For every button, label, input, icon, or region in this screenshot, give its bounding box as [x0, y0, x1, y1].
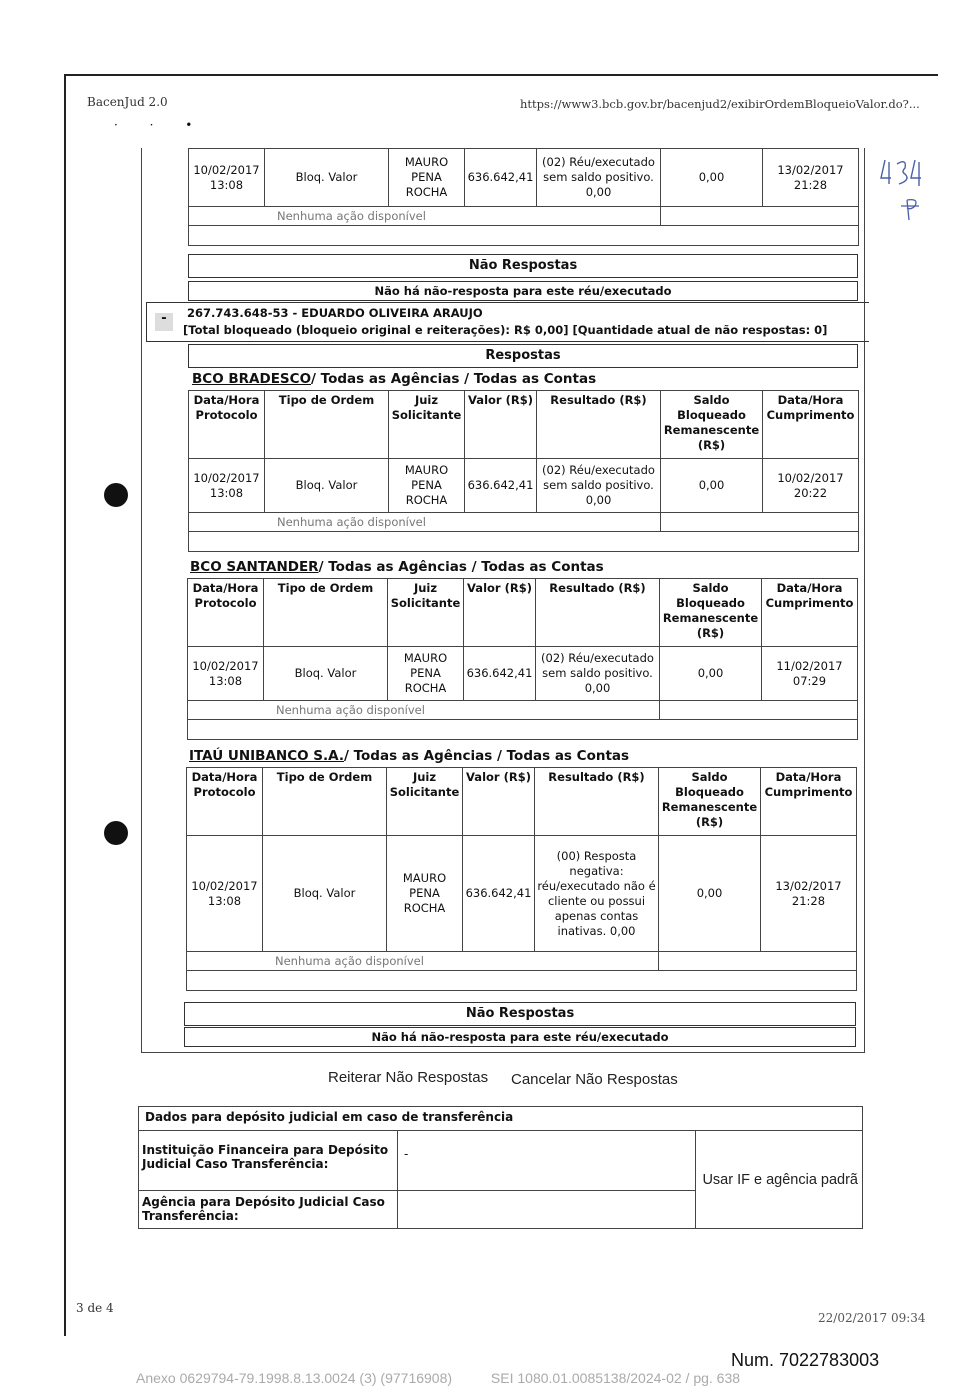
cell-valor: 636.642,41: [463, 836, 535, 952]
deposito-panel: [138, 1106, 863, 1229]
col-cumprimento: Data/Hora Cumprimento: [763, 391, 859, 459]
default-if-cell: [696, 1131, 863, 1229]
no-action-text: Nenhuma ação disponível: [189, 513, 661, 532]
cell-cumprimento: 11/02/2017 07:29: [762, 647, 858, 701]
inst-select[interactable]: -: [398, 1131, 696, 1191]
col-cumprimento: Data/Hora Cumprimento: [761, 768, 857, 836]
cell-tipo: Bloq. Valor: [264, 647, 388, 701]
punch-hole: [104, 483, 128, 507]
col-saldo: Saldo Bloqueado Remanescente (R$): [660, 579, 762, 647]
person-name: 267.743.648-53 - EDUARDO OLIVEIRA ARAUJO: [187, 306, 483, 320]
page-count: 3 de 4: [76, 1301, 114, 1315]
col-tipo: Tipo de Ordem: [263, 768, 387, 836]
cell-juiz: MAURO PENA ROCHA: [389, 149, 465, 207]
col-tipo: Tipo de Ordem: [265, 391, 389, 459]
col-valor: Valor (R$): [464, 579, 536, 647]
document-stamp: Anexo 0629794-79.1998.8.13.0024 (3) (97716908) SEI 1080.01.0085138/2024-02 / pg. 638: [136, 1370, 741, 1386]
santander-table: [187, 578, 858, 740]
cell-resultado: (02) Réu/executado sem saldo positivo. 0,00: [536, 647, 660, 701]
scan-specks: · · •: [114, 118, 207, 132]
cell-cumprimento: 10/02/2017 20:22: [763, 459, 859, 513]
cell-tipo: Bloq. Valor: [263, 836, 387, 952]
bank-title-itau: ITAÚ UNIBANCO S.A./ Todas as Agências / Todas as Contas: [189, 748, 630, 764]
cell-juiz: MAURO PENA ROCHA: [387, 836, 463, 952]
respostas-header: Respostas: [188, 344, 858, 368]
cell-juiz: MAURO PENA ROCHA: [388, 647, 464, 701]
col-resultado: Resultado (R$): [537, 391, 661, 459]
col-cumprimento: Data/Hora Cumprimento: [762, 579, 858, 647]
person-summary: [Total bloqueado (bloqueio original e reiterações): R$ 0,00] [Quantidade atual de não respostas: 0]: [183, 323, 828, 337]
itau-table: [186, 767, 857, 991]
col-protocolo: Data/Hora Protocolo: [188, 579, 264, 647]
cell-resultado: (02) Réu/executado sem saldo positivo. 0,00: [537, 149, 661, 207]
cell-protocolo: 10/02/2017 13:08: [189, 459, 265, 513]
cell-cumprimento: 13/02/2017 21:28: [761, 836, 857, 952]
cell-resultado: (02) Réu/executado sem saldo positivo. 0,00: [537, 459, 661, 513]
col-juiz: Juiz Solicitante: [388, 579, 464, 647]
col-tipo: Tipo de Ordem: [264, 579, 388, 647]
page-url: https://www3.bcb.gov.br/bacenjud2/exibirOrdemBloqueioValor.do?...: [520, 97, 920, 111]
cell-resultado: (00) Resposta negativa: réu/executado não é cliente ou possui apenas contas inativas. 0,00: [535, 836, 659, 952]
cell-protocolo: 10/02/2017 13:08: [188, 647, 264, 701]
bank-title-santander: BCO SANTANDER/ Todas as Agências / Todas as Contas: [190, 559, 604, 575]
top-continued-table: [188, 148, 859, 246]
table-row: [189, 459, 859, 513]
cell-cumprimento: 13/02/2017 21:28: [763, 149, 859, 207]
bank-title-bradesco: BCO BRADESCO/ Todas as Agências / Todas as Contas: [192, 371, 597, 387]
col-saldo: Saldo Bloqueado Remanescente (R$): [659, 768, 761, 836]
nao-respostas-header-2: Não Respostas: [184, 1002, 856, 1026]
punch-hole: [104, 821, 128, 845]
app-title: BacenJud 2.0: [87, 95, 168, 109]
person-header: [146, 302, 869, 342]
cell-saldo: 0,00: [661, 149, 763, 207]
no-action-text: Nenhuma ação disponível: [188, 701, 660, 720]
cell-protocolo: 10/02/2017 13:08: [187, 836, 263, 952]
nao-respostas-message: Não há não-resposta para este réu/executado: [188, 281, 858, 301]
no-action-text: Nenhuma ação disponível: [189, 207, 661, 226]
no-action-text: Nenhuma ação disponível: [187, 952, 659, 971]
agencia-input[interactable]: [398, 1191, 696, 1229]
col-protocolo: Data/Hora Protocolo: [189, 391, 265, 459]
collapse-toggle-button[interactable]: -: [155, 313, 173, 331]
col-valor: Valor (R$): [465, 391, 537, 459]
cell-saldo: 0,00: [660, 647, 762, 701]
cell-tipo: Bloq. Valor: [265, 149, 389, 207]
col-valor: Valor (R$): [463, 768, 535, 836]
agencia-label: Agência para Depósito Judicial Caso Transferência:: [139, 1191, 398, 1229]
col-resultado: Resultado (R$): [536, 579, 660, 647]
col-juiz: Juiz Solicitante: [389, 391, 465, 459]
cell-valor: 636.642,41: [465, 459, 537, 513]
table-row: [187, 836, 857, 952]
cell-valor: 636.642,41: [464, 647, 536, 701]
cancelar-button[interactable]: Cancelar Não Respostas: [511, 1071, 678, 1088]
cell-valor: 636.642,41: [465, 149, 537, 207]
use-default-if-button[interactable]: Usar IF e agência padrã: [702, 1171, 858, 1188]
document-number: Num. 7022783003: [731, 1350, 880, 1370]
deposito-title: Dados para depósito judicial em caso de transferência: [139, 1107, 863, 1131]
col-saldo: Saldo Bloqueado Remanescente (R$): [661, 391, 763, 459]
cell-tipo: Bloq. Valor: [265, 459, 389, 513]
nao-respostas-message-2: Não há não-resposta para este réu/executado: [184, 1027, 856, 1047]
table-row: [189, 149, 859, 207]
handwritten-annotation: [877, 154, 937, 224]
table-row: [188, 647, 858, 701]
cell-protocolo: 10/02/2017 13:08: [189, 149, 265, 207]
col-protocolo: Data/Hora Protocolo: [187, 768, 263, 836]
cell-juiz: MAURO PENA ROCHA: [389, 459, 465, 513]
col-resultado: Resultado (R$): [535, 768, 659, 836]
inst-label: Instituição Financeira para Depósito Judicial Caso Transferência:: [139, 1131, 398, 1191]
cell-saldo: 0,00: [659, 836, 761, 952]
cell-saldo: 0,00: [661, 459, 763, 513]
col-juiz: Juiz Solicitante: [387, 768, 463, 836]
nao-respostas-header: Não Respostas: [188, 254, 858, 278]
print-datetime: 22/02/2017 09:34: [818, 1311, 926, 1325]
reiterar-button[interactable]: Reiterar Não Respostas: [328, 1069, 489, 1086]
bradesco-table: [188, 390, 859, 552]
